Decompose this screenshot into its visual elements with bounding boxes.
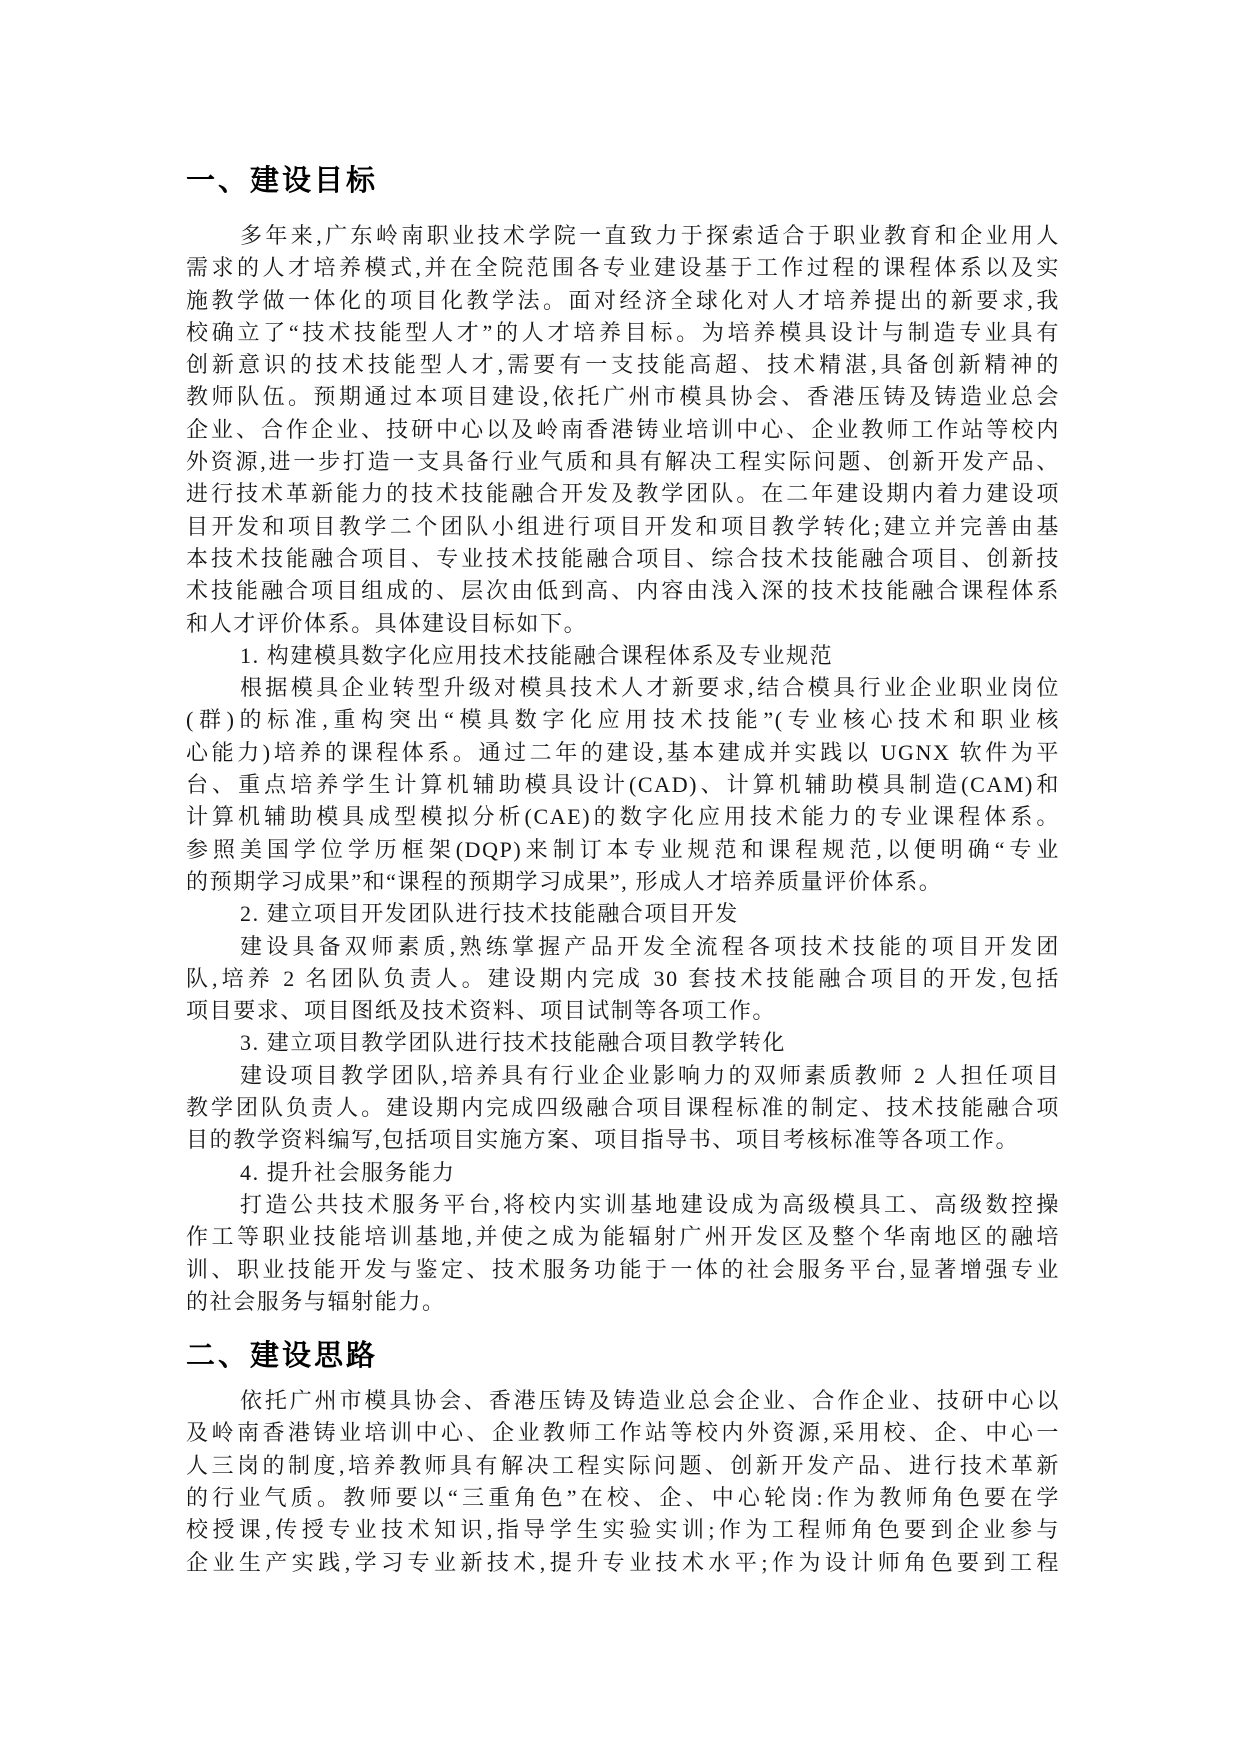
body-text-line: 教师队伍。预期通过本项目建设,依托广州市模具协会、香港压铸及铸造业总会 — [186, 384, 1060, 410]
numbered-subheading: 2. 建立项目开发团队进行技术技能融合项目开发 — [240, 901, 739, 927]
body-text-line: 术技能融合项目组成的、层次由低到高、内容由浅入深的技术技能融合课程体系 — [186, 578, 1060, 604]
body-text-line: 台、重点培养学生计算机辅助模具设计(CAD)、计算机辅助模具制造(CAM)和 — [186, 772, 1060, 798]
body-text-line: 目的教学资料编写,包括项目实施方案、项目指导书、项目考核标准等各项工作。 — [186, 1127, 1020, 1153]
body-text-line: 教学团队负责人。建设期内完成四级融合项目课程标准的制定、技术技能融合项 — [186, 1095, 1060, 1121]
body-text-line: 建设项目教学团队,培养具有行业企业影响力的双师素质教师 2 人担任项目 — [240, 1062, 1060, 1088]
body-text-line: 的社会服务与辐射能力。 — [186, 1288, 446, 1314]
body-text-line: 项目要求、项目图纸及技术资料、项目试制等各项工作。 — [186, 998, 777, 1024]
document-content — [186, 160, 1060, 1579]
body-text-line: 的行业气质。教师要以“三重角色”在校、企、中心轮岗:作为教师角色要在学 — [186, 1484, 1060, 1510]
body-text-line: 本技术技能融合项目、专业技术技能融合项目、综合技术技能融合项目、创新技 — [186, 545, 1060, 571]
section-heading: 一、建设目标 — [186, 165, 379, 197]
body-text-line: 打造公共技术服务平台,将校内实训基地建设成为高级模具工、高级数控操 — [240, 1191, 1060, 1217]
body-text-line: (群)的标准,重构突出“模具数字化应用技术技能”(专业核心技术和职业核 — [186, 707, 1060, 733]
body-text-line: 根据模具企业转型升级对模具技术人才新要求,结合模具行业企业职业岗位 — [240, 675, 1060, 701]
numbered-subheading: 3. 建立项目教学团队进行技术技能融合项目教学转化 — [240, 1030, 787, 1056]
body-text-line: 需求的人才培养模式,并在全院范围各专业建设基于工作过程的课程体系以及实 — [186, 255, 1060, 281]
body-text-line: 校授课,传授专业技术知识,指导学生实验实训;作为工程师角色要到企业参与 — [186, 1517, 1060, 1543]
section-heading: 二、建设思路 — [186, 1340, 379, 1373]
body-text-line: 作工等职业技能培训基地,并使之成为能辐射广州开发区及整个华南地区的融培 — [186, 1224, 1060, 1250]
body-text-line: 目开发和项目教学二个团队小组进行项目开发和项目教学转化;建立并完善由基 — [186, 513, 1060, 539]
body-text-line: 创新意识的技术技能型人才,需要有一支技能高超、技术精湛,具备创新精神的 — [186, 352, 1060, 378]
body-text-line: 企业生产实践,学习专业新技术,提升专业技术水平;作为设计师角色要到工程 — [186, 1549, 1060, 1575]
body-text-line: 校确立了“技术技能型人才”的人才培养目标。为培养模具设计与制造专业具有 — [186, 319, 1060, 345]
body-text-line: 依托广州市模具协会、香港压铸及铸造业总会企业、合作企业、技研中心以 — [240, 1388, 1060, 1414]
body-text-line: 和人才评价体系。具体建设目标如下。 — [186, 610, 588, 636]
body-text-line: 施教学做一体化的项目化教学法。面对经济全球化对人才培养提出的新要求,我 — [186, 287, 1060, 313]
body-text-line: 队,培养 2 名团队负责人。建设期内完成 30 套技术技能融合项目的开发,包括 — [186, 965, 1060, 991]
numbered-subheading: 4. 提升社会服务能力 — [240, 1159, 456, 1185]
body-text-line: 及岭南香港铸业培训中心、企业教师工作站等校内外资源,采用校、企、中心一 — [186, 1420, 1060, 1446]
body-text-line: 建设具备双师素质,熟练掌握产品开发全流程各项技术技能的项目开发团 — [240, 933, 1060, 959]
body-text-line: 心能力)培养的课程体系。通过二年的建设,基本建成并实践以 UGNX 软件为平 — [186, 739, 1060, 765]
body-text-line: 参照美国学位学历框架(DQP)来制订本专业规范和课程规范,以便明确“专业 — [186, 836, 1060, 862]
body-text-line: 训、职业技能开发与鉴定、技术服务功能于一体的社会服务平台,显著增强专业 — [186, 1256, 1060, 1282]
body-text-line: 人三岗的制度,培养教师具有解决工程实际问题、创新开发产品、进行技术革新 — [186, 1452, 1060, 1478]
numbered-subheading: 1. 构建模具数字化应用技术技能融合课程体系及专业规范 — [240, 642, 834, 668]
body-text-line: 计算机辅助模具成型模拟分析(CAE)的数字化应用技术能力的专业课程体系。 — [186, 804, 1060, 830]
body-text-line: 外资源,进一步打造一支具备行业气质和具有解决工程实际问题、创新开发产品、 — [186, 449, 1060, 475]
body-text-line: 进行技术革新能力的技术技能融合开发及教学团队。在二年建设期内着力建设项 — [186, 481, 1060, 507]
body-text-line: 的预期学习成果”和“课程的预期学习成果”, 形成人才培养质量评价体系。 — [186, 868, 943, 894]
body-text-line: 多年来,广东岭南职业技术学院一直致力于探索适合于职业教育和企业用人 — [240, 223, 1060, 248]
body-text-line: 企业、合作企业、技研中心以及岭南香港铸业培训中心、企业教师工作站等校内 — [186, 416, 1060, 442]
